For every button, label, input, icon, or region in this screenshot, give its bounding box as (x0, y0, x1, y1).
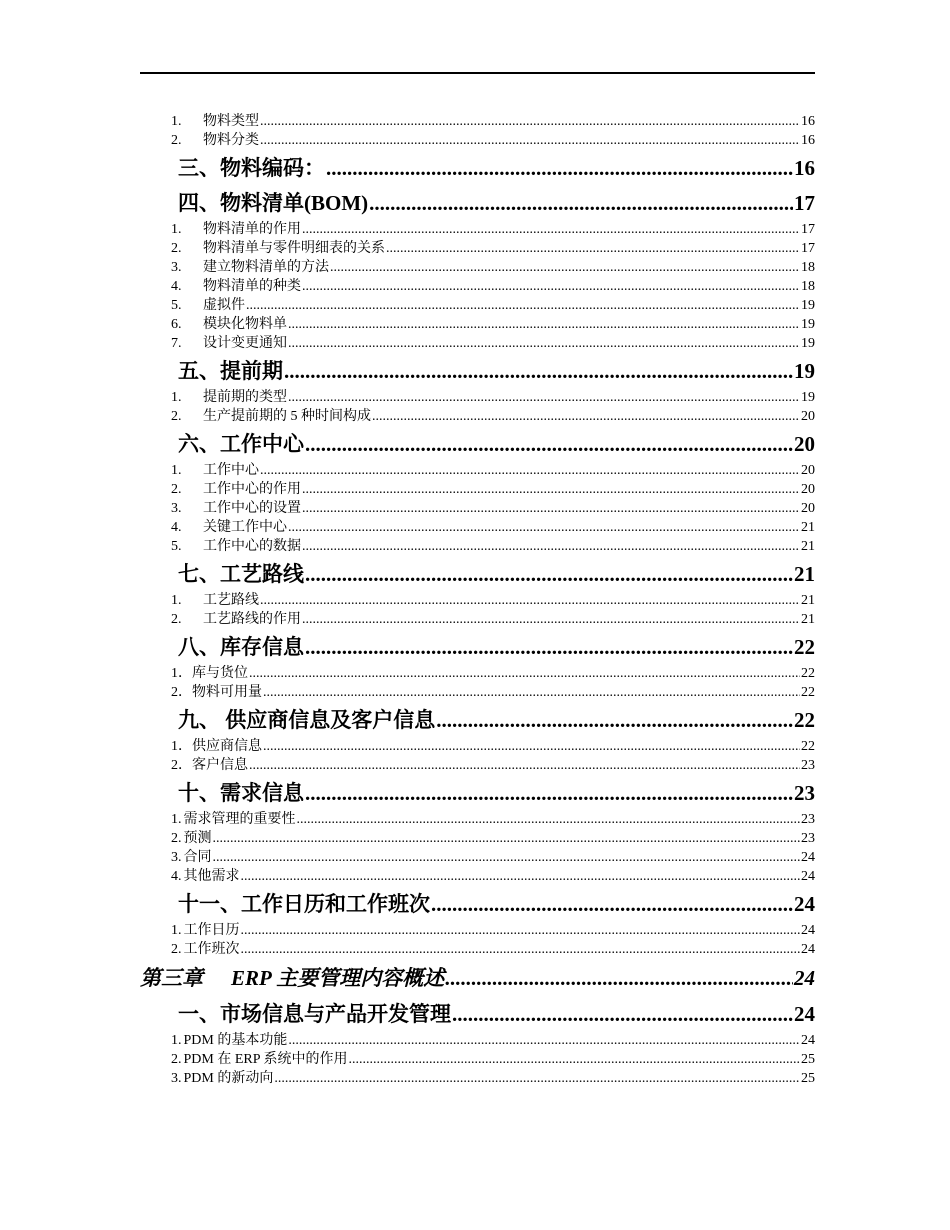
toc-subsection-entry[interactable] (140, 461, 815, 480)
toc-entry-page-number: 20 (794, 432, 815, 456)
dot-leader (288, 315, 800, 334)
dot-leader (326, 151, 793, 185)
toc-entry-page-number: 16 (801, 133, 815, 148)
dot-leader (241, 921, 801, 940)
toc-entry-title: 生产提前期的 5 种时间构成 (203, 409, 371, 424)
toc-subsection-entry[interactable] (140, 480, 815, 499)
toc-entry-page-number: 21 (801, 539, 815, 554)
toc-entry-title: 物料类型 (203, 114, 259, 129)
dot-leader (260, 131, 800, 150)
toc-subsection-entry[interactable] (140, 1069, 815, 1088)
toc-entry-title: ERP 主要管理内容概述 (231, 966, 445, 990)
toc-entry-page-number: 22 (794, 635, 815, 659)
toc-entry-page-number: 20 (801, 463, 815, 478)
dot-leader (302, 537, 800, 556)
toc-entry-page-number: 25 (801, 1071, 815, 1086)
toc-entry-title: 工作中心的数据 (203, 539, 301, 554)
toc-subsection-entry[interactable] (140, 388, 815, 407)
toc-entry-page-number: 23 (801, 758, 815, 773)
toc-subsection-entry[interactable] (140, 591, 815, 610)
toc-entry-title: 建立物料清单的方法 (203, 260, 329, 275)
dot-leader (297, 810, 801, 829)
toc-entry-number: 1. (171, 1033, 182, 1048)
toc-entry-page-number: 25 (801, 1052, 815, 1067)
toc-entry-title: 六、工作中心 (178, 432, 304, 456)
toc-entry-title: 四、物料清单(BOM) (178, 191, 369, 215)
toc-entry-title: 工艺路线 (203, 593, 259, 608)
toc-entry-page-number: 24 (801, 850, 815, 865)
toc-entry-number: 1. (171, 390, 182, 405)
toc-subsection-entry[interactable] (140, 829, 815, 848)
toc-entry-number: 2. (171, 133, 182, 148)
toc-entry-number: 2． (171, 685, 192, 700)
toc-entry-number: 2. (171, 241, 182, 256)
toc-section-entry[interactable] (140, 703, 815, 737)
toc-entry-page-number: 21 (801, 612, 815, 627)
toc-entry-title: 工作中心的设置 (203, 501, 301, 516)
toc-entry-title: 预测 (183, 831, 212, 846)
toc-entry-number: 7. (171, 336, 182, 351)
dot-leader (263, 683, 800, 702)
toc-entry-number: 4. (171, 520, 182, 535)
toc-entry-title: PDM 在 ERP 系统中的作用 (183, 1052, 348, 1067)
toc-subsection-entry[interactable] (140, 1050, 815, 1069)
dot-leader (213, 829, 801, 848)
toc-section-entry[interactable] (140, 630, 815, 664)
toc-entry-title: PDM 的基本功能 (183, 1033, 288, 1048)
toc-entry-title: 工作中心的作用 (203, 482, 301, 497)
toc-entry-number: 1. (171, 114, 182, 129)
dot-leader (369, 186, 793, 220)
toc-entry-number: 1． (171, 739, 192, 754)
toc-subsection-entry[interactable] (140, 296, 815, 315)
toc-subsection-entry[interactable] (140, 737, 815, 756)
dot-leader (302, 480, 800, 499)
toc-section-entry[interactable] (140, 557, 815, 591)
dot-leader (302, 277, 800, 296)
toc-entry-page-number: 20 (801, 409, 815, 424)
toc-subsection-entry[interactable] (140, 258, 815, 277)
toc-entry-number: 4. (171, 279, 182, 294)
header-rule (140, 72, 815, 74)
dot-leader (260, 461, 800, 480)
dot-leader (288, 334, 800, 353)
toc-entry-page-number: 22 (801, 666, 815, 681)
toc-entry-number: 1. (171, 463, 182, 478)
dot-leader (302, 220, 800, 239)
toc-entry-page-number: 24 (794, 1002, 815, 1026)
toc-subsection-entry[interactable] (140, 315, 815, 334)
toc-entry-number: 3. (171, 501, 182, 516)
toc-entry-page-number: 16 (794, 156, 815, 180)
toc-entry-title: 物料清单的作用 (203, 222, 301, 237)
toc-entry-title: 工作班次 (183, 942, 240, 957)
toc-entry-page-number: 24 (801, 923, 815, 938)
toc-entry-page-number: 23 (794, 781, 815, 805)
toc-entry-title: 设计变更通知 (203, 336, 287, 351)
toc-entry-number: 3. (171, 260, 182, 275)
toc-entry-page-number: 23 (801, 812, 815, 827)
dot-leader (284, 354, 793, 388)
dot-leader (305, 427, 793, 461)
dot-leader (302, 610, 800, 629)
dot-leader (452, 997, 793, 1031)
toc-subsection-entry[interactable] (140, 131, 815, 150)
toc-section-entry[interactable] (140, 997, 815, 1031)
toc-entry-title: 十一、工作日历和工作班次 (178, 892, 430, 916)
dot-leader (288, 1031, 800, 1050)
dot-leader (445, 960, 793, 996)
toc-entry-number: 6. (171, 317, 182, 332)
toc-entry-page-number: 24 (794, 892, 815, 916)
toc-entry-page-number: 24 (801, 942, 815, 957)
toc-entry-title: 十、需求信息 (178, 781, 304, 805)
toc-subsection-entry[interactable] (140, 664, 815, 683)
toc-entry-number: 1. (171, 222, 182, 237)
toc-entry-page-number: 24 (794, 966, 815, 990)
toc-subsection-entry[interactable] (140, 610, 815, 629)
toc-subsection-entry[interactable] (140, 756, 815, 775)
toc-entry-number: 5. (171, 298, 182, 313)
toc-entry-number: 1. (171, 812, 182, 827)
toc-entry-page-number: 21 (801, 520, 815, 535)
toc-entry-page-number: 19 (801, 298, 815, 313)
toc-subsection-entry[interactable] (140, 112, 815, 131)
toc-entry-page-number: 18 (801, 279, 815, 294)
toc-subsection-entry[interactable] (140, 1031, 815, 1050)
toc-subsection-entry[interactable] (140, 499, 815, 518)
toc-entry-number: 2. (171, 409, 182, 424)
dot-leader (274, 1069, 800, 1088)
toc-entry-title: 物料清单与零件明细表的关系 (203, 241, 385, 256)
toc-chapter-entry[interactable] (140, 960, 815, 996)
dot-leader (372, 407, 800, 426)
dot-leader (249, 756, 800, 775)
toc-entry-page-number: 20 (801, 501, 815, 516)
toc-entry-title: 工作中心 (203, 463, 259, 478)
toc-entry-title: 七、工艺路线 (178, 562, 304, 586)
toc-entry-title: 关键工作中心 (203, 520, 287, 535)
dot-leader (246, 296, 800, 315)
toc-entry-page-number: 24 (801, 1033, 815, 1048)
toc-subsection-entry[interactable] (140, 921, 815, 940)
toc-entry-page-number: 17 (794, 191, 815, 215)
toc-entry-title: 五、提前期 (178, 359, 283, 383)
toc-entry-page-number: 19 (794, 359, 815, 383)
dot-leader (431, 887, 793, 921)
toc-section-entry[interactable] (140, 887, 815, 921)
dot-leader (249, 664, 800, 683)
dot-leader (305, 776, 793, 810)
toc-section-entry[interactable] (140, 427, 815, 461)
toc-section-entry[interactable] (140, 776, 815, 810)
toc-entry-title: 物料清单的种类 (203, 279, 301, 294)
toc-subsection-entry[interactable] (140, 848, 815, 867)
dot-leader (305, 630, 793, 664)
toc-entry-number: 3. (171, 850, 182, 865)
dot-leader (330, 258, 800, 277)
toc-entry-page-number: 21 (794, 562, 815, 586)
dot-leader (241, 867, 801, 886)
toc-entry-number: 2. (171, 1052, 182, 1067)
toc-entry-title: PDM 的新动向 (183, 1071, 274, 1086)
toc-subsection-entry[interactable] (140, 940, 815, 959)
toc-entry-page-number: 22 (801, 739, 815, 754)
dot-leader (260, 112, 800, 131)
toc-entry-title: 物料可用量 (192, 685, 262, 700)
toc-entry-title: 提前期的类型 (203, 390, 287, 405)
dot-leader (349, 1050, 800, 1069)
toc-entry-title: 客户信息 (192, 758, 248, 773)
toc-section-entry[interactable] (140, 354, 815, 388)
toc-subsection-entry[interactable] (140, 220, 815, 239)
toc-subsection-entry[interactable] (140, 239, 815, 258)
toc-entry-number: 第三章 (140, 966, 203, 990)
toc-entry-number: 2. (171, 942, 182, 957)
toc-entry-title: 虚拟件 (203, 298, 245, 313)
toc-entry-number: 4. (171, 869, 182, 884)
toc-entry-page-number: 16 (801, 114, 815, 129)
toc-entry-title: 其他需求 (183, 869, 240, 884)
toc-entry-title: 工作日历 (183, 923, 240, 938)
toc-entry-page-number: 17 (801, 222, 815, 237)
toc-subsection-entry[interactable] (140, 810, 815, 829)
toc-entry-page-number: 20 (801, 482, 815, 497)
toc-entry-page-number: 23 (801, 831, 815, 846)
dot-leader (263, 737, 800, 756)
toc-entry-title: 合同 (183, 850, 212, 865)
dot-leader (436, 703, 793, 737)
toc-entry-number: 2. (171, 612, 182, 627)
toc-entry-number: 1. (171, 923, 182, 938)
toc-entry-number: 2. (171, 482, 182, 497)
toc-entry-number: 1． (171, 666, 192, 681)
toc-entry-page-number: 22 (794, 708, 815, 732)
dot-leader (213, 848, 801, 867)
toc-entry-title: 物料分类 (203, 133, 259, 148)
toc-entry-page-number: 22 (801, 685, 815, 700)
toc-section-entry[interactable] (140, 186, 815, 220)
toc-entry-number: 1. (171, 593, 182, 608)
toc-entry-page-number: 24 (801, 869, 815, 884)
toc-entry-title: 模块化物料单 (203, 317, 287, 332)
toc-subsection-entry[interactable] (140, 867, 815, 886)
toc-entry-number: 5. (171, 539, 182, 554)
toc-entry-page-number: 17 (801, 241, 815, 256)
toc-entry-page-number: 19 (801, 336, 815, 351)
dot-leader (302, 499, 800, 518)
toc-entry-title: 库与货位 (192, 666, 248, 681)
dot-leader (386, 239, 800, 258)
toc-entry-title: 八、库存信息 (178, 635, 304, 659)
dot-leader (288, 388, 800, 407)
toc-entry-number: 3. (171, 1071, 182, 1086)
toc-entry-title: 需求管理的重要性 (183, 812, 296, 827)
toc-entry-page-number: 19 (801, 317, 815, 332)
toc-entry-title: 九、 供应商信息及客户信息 (178, 708, 436, 732)
toc-subsection-entry[interactable] (140, 683, 815, 702)
toc-subsection-entry[interactable] (140, 277, 815, 296)
dot-leader (241, 940, 801, 959)
toc-subsection-entry[interactable] (140, 334, 815, 353)
toc-entry-page-number: 19 (801, 390, 815, 405)
dot-leader (305, 557, 793, 591)
dot-leader (260, 591, 800, 610)
table-of-contents (140, 112, 815, 1088)
toc-section-entry[interactable] (140, 151, 815, 185)
toc-entry-number: 2． (171, 758, 192, 773)
toc-subsection-entry[interactable] (140, 407, 815, 426)
toc-entry-title: 一、市场信息与产品开发管理 (178, 1002, 451, 1026)
dot-leader (288, 518, 800, 537)
toc-entry-title: 三、物料编码： (178, 156, 325, 180)
toc-entry-title: 工艺路线的作用 (203, 612, 301, 627)
toc-entry-title: 供应商信息 (192, 739, 262, 754)
toc-entry-number: 2. (171, 831, 182, 846)
toc-subsection-entry[interactable] (140, 518, 815, 537)
toc-entry-page-number: 18 (801, 260, 815, 275)
toc-subsection-entry[interactable] (140, 537, 815, 556)
toc-entry-page-number: 21 (801, 593, 815, 608)
